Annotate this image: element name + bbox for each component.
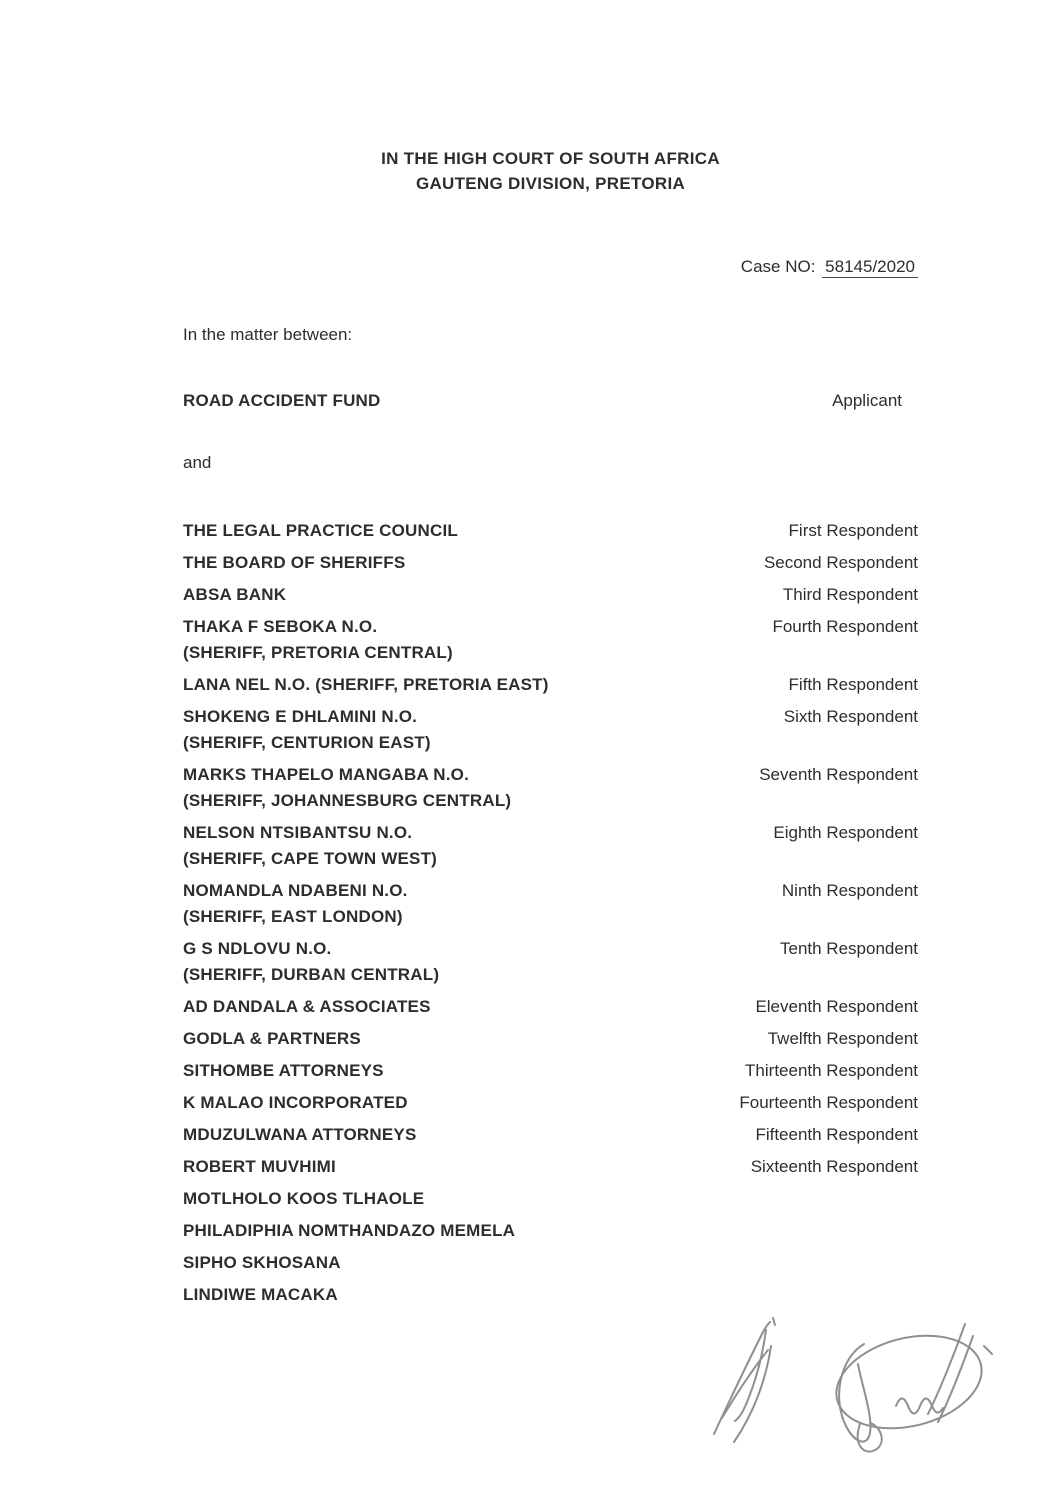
court-header-line1: IN THE HIGH COURT OF SOUTH AFRICA — [381, 149, 720, 168]
case-number-row — [183, 254, 918, 280]
party-name — [183, 762, 511, 814]
party-row — [183, 582, 918, 608]
party-role-label: Ninth Respondent — [781, 881, 918, 900]
court-header-line2: GAUTENG DIVISION, PRETORIA — [415, 174, 686, 193]
case-number-label: Case NO: — [740, 257, 816, 276]
respondents-list — [183, 518, 918, 1308]
party-role-label: Fifth Respondent — [788, 675, 918, 694]
party-name — [183, 704, 431, 756]
party-row — [183, 518, 918, 544]
party-name — [183, 1282, 338, 1308]
party-name-line: THE LEGAL PRACTICE COUNCIL — [183, 521, 459, 540]
applicant-row — [183, 388, 918, 414]
party-name — [183, 1186, 424, 1212]
applicant-name: ROAD ACCIDENT FUND — [183, 391, 381, 410]
party-role-label: Fourteenth Respondent — [739, 1093, 918, 1112]
party-row — [183, 1154, 918, 1180]
party-name-line: AD DANDALA & ASSOCIATES — [183, 997, 431, 1016]
party-name-line: (SHERIFF, PRETORIA CENTRAL) — [183, 643, 453, 662]
party-row — [183, 672, 918, 698]
party-name-line: PHILADIPHIA NOMTHANDAZO MEMELA — [183, 1221, 516, 1240]
party-row — [183, 1250, 918, 1276]
party-name-line: G S NDLOVU N.O. — [183, 939, 332, 958]
party-name-line: K MALAO INCORPORATED — [183, 1093, 408, 1112]
party-name-line: NOMANDLA NDABENI N.O. — [183, 881, 408, 900]
party-name-line: THAKA F SEBOKA N.O. — [183, 617, 378, 636]
party-name — [183, 1090, 408, 1116]
party-row — [183, 614, 918, 666]
party-role-label: Twelfth Respondent — [767, 1029, 918, 1048]
party-row — [183, 820, 918, 872]
party-name — [183, 936, 439, 988]
party-name-line: SITHOMBE ATTORNEYS — [183, 1061, 384, 1080]
party-row — [183, 762, 918, 814]
party-name — [183, 582, 286, 608]
party-row — [183, 1186, 918, 1212]
party-row — [183, 1090, 918, 1116]
matter-intro: In the matter between: — [183, 325, 353, 344]
party-row — [183, 1122, 918, 1148]
party-name-line: MDUZULWANA ATTORNEYS — [183, 1125, 417, 1144]
party-name — [183, 994, 431, 1020]
party-name-line: ROBERT MUVHIMI — [183, 1157, 336, 1176]
party-row — [183, 550, 918, 576]
party-name — [183, 1122, 417, 1148]
party-name-line: LINDIWE MACAKA — [183, 1285, 338, 1304]
party-name-line: LANA NEL N.O. (SHERIFF, PRETORIA EAST) — [183, 675, 549, 694]
conjunction-and: and — [183, 453, 212, 472]
party-role-label: Sixteenth Respondent — [750, 1157, 918, 1176]
party-name — [183, 1154, 336, 1180]
party-name — [183, 1250, 341, 1276]
party-role-label: Sixth Respondent — [783, 707, 918, 726]
party-role-label: Second Respondent — [763, 553, 918, 572]
party-name-line: ABSA BANK — [183, 585, 287, 604]
party-name — [183, 550, 405, 576]
party-row — [183, 936, 918, 988]
party-name — [183, 820, 437, 872]
handwritten-signature-icon — [827, 1321, 992, 1451]
party-name-line: SIPHO SKHOSANA — [183, 1253, 341, 1272]
party-name-line: (SHERIFF, CENTURION EAST) — [183, 733, 431, 752]
party-name — [183, 878, 408, 930]
party-role-label: Fourth Respondent — [772, 617, 918, 636]
party-row — [183, 1218, 918, 1244]
party-role-label: Thirteenth Respondent — [745, 1061, 918, 1080]
party-role-label: Tenth Respondent — [780, 939, 918, 958]
party-role-label: First Respondent — [788, 521, 918, 540]
party-name-line: MARKS THAPELO MANGABA N.O. — [183, 765, 470, 784]
party-name-line: SHOKENG E DHLAMINI N.O. — [183, 707, 418, 726]
party-name-line: MOTLHOLO KOOS TLHAOLE — [183, 1189, 425, 1208]
party-name-line: (SHERIFF, DURBAN CENTRAL) — [183, 965, 440, 984]
party-name — [183, 1026, 361, 1052]
case-number-value: 58145/2020 — [822, 257, 918, 278]
party-name-line: THE BOARD OF SHERIFFS — [183, 553, 406, 572]
party-name — [183, 1218, 515, 1244]
party-name — [183, 614, 453, 666]
party-name-line: (SHERIFF, JOHANNESBURG CENTRAL) — [183, 791, 512, 810]
applicant-role-label: Applicant — [832, 391, 902, 410]
party-row — [183, 1026, 918, 1052]
party-row — [183, 1058, 918, 1084]
party-row — [183, 878, 918, 930]
party-role-label: Third Respondent — [782, 585, 918, 604]
party-name-line: (SHERIFF, CAPE TOWN WEST) — [183, 849, 438, 868]
party-row — [183, 1282, 918, 1308]
court-header — [183, 146, 918, 196]
party-name-line: (SHERIFF, EAST LONDON) — [183, 907, 403, 926]
party-name — [183, 1058, 384, 1084]
party-row — [183, 994, 918, 1020]
party-role-label: Seventh Respondent — [759, 765, 918, 784]
party-name — [183, 672, 549, 698]
signature-block — [672, 1306, 1042, 1486]
party-role-label: Eighth Respondent — [773, 823, 918, 842]
party-role-label: Fifteenth Respondent — [755, 1125, 918, 1144]
party-role-label: Eleventh Respondent — [755, 997, 918, 1016]
party-name-line: GODLA & PARTNERS — [183, 1029, 361, 1048]
party-row — [183, 704, 918, 756]
party-name-line: NELSON NTSIBANTSU N.O. — [183, 823, 413, 842]
party-name — [183, 518, 458, 544]
handwritten-signature-icon — [714, 1318, 775, 1442]
